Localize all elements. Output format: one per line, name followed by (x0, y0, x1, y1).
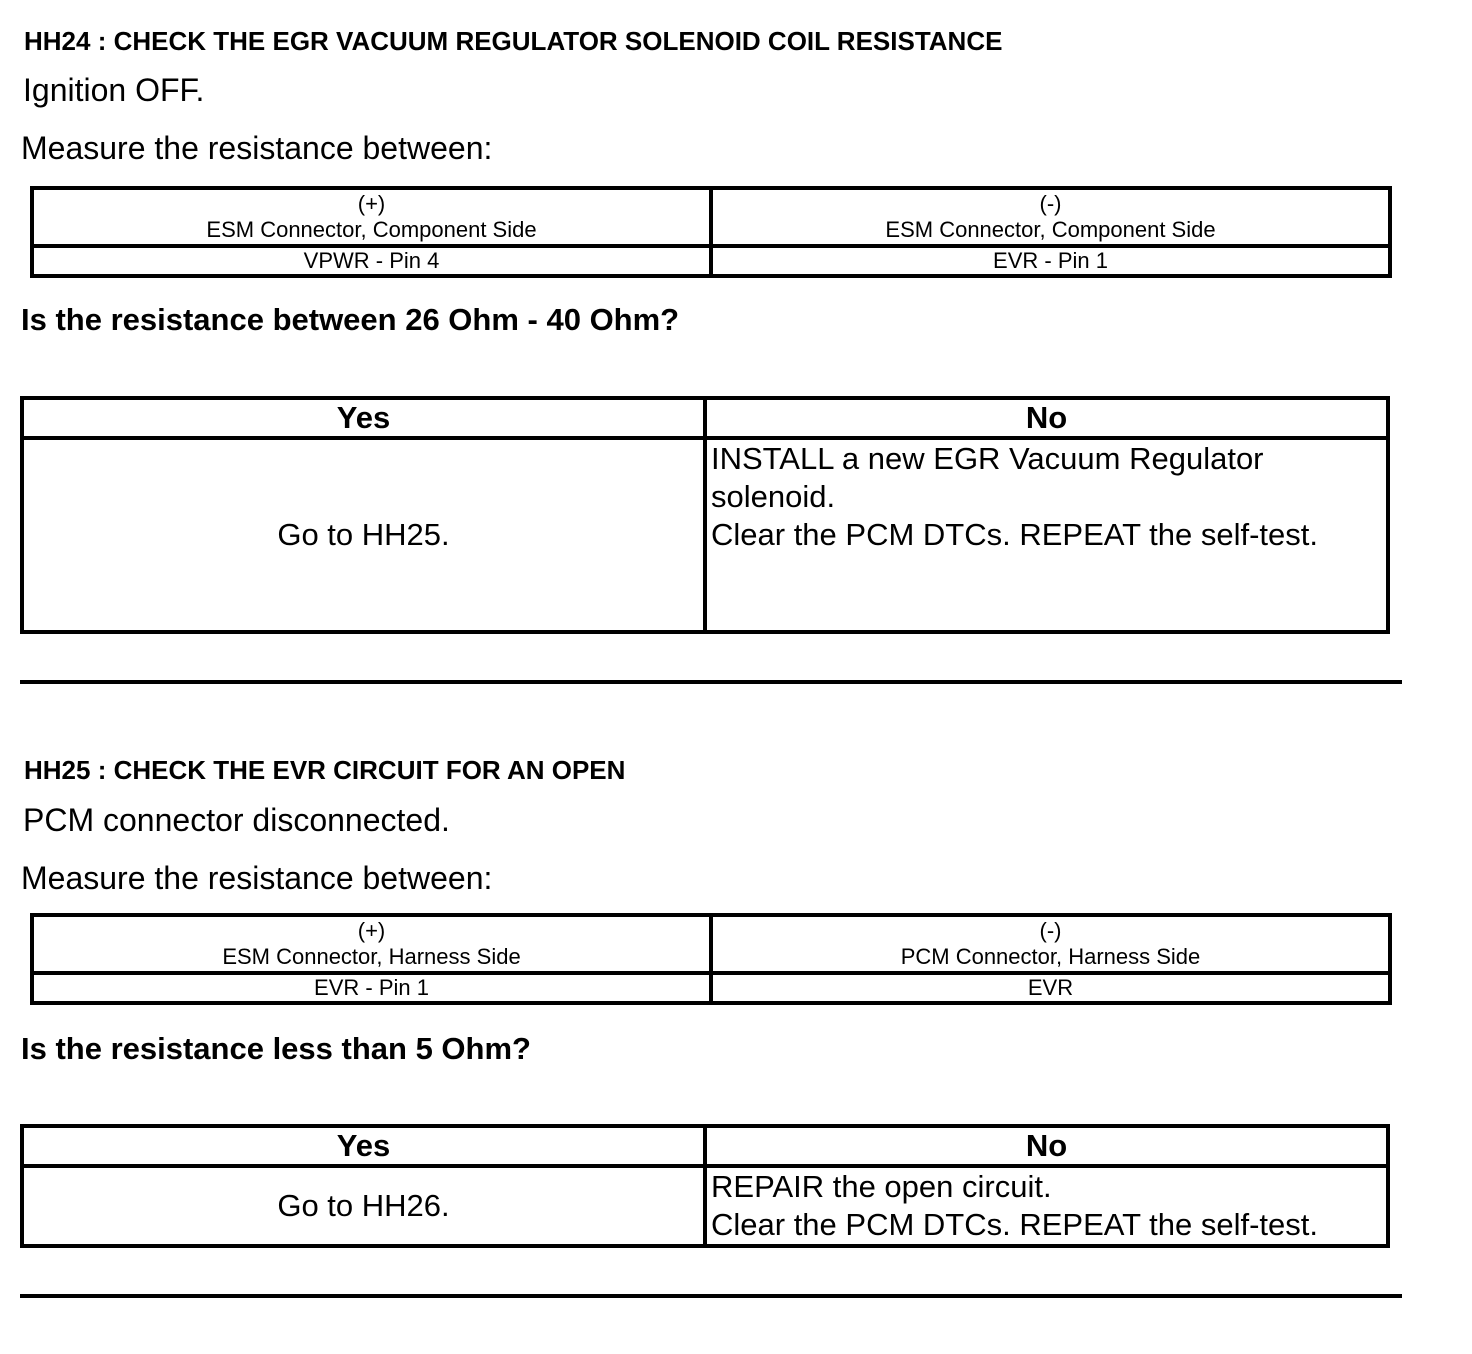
no-action-line: Clear the PCM DTCs. REPEAT the self-test. (711, 517, 1318, 552)
decision-table-hh25 (20, 1124, 1390, 1248)
no-action-line: REPAIR the open circuit. (711, 1169, 1052, 1204)
step-question-hh24: Is the resistance between 26 Ohm - 40 Ohm? (21, 302, 680, 337)
step-question-hh25: Is the resistance less than 5 Ohm? (21, 1031, 531, 1066)
plus-pin: VPWR - Pin 4 (32, 246, 711, 276)
decision-no-header: No (705, 398, 1388, 438)
step-condition-hh25: PCM connector disconnected. (23, 802, 450, 838)
no-action-line: Clear the PCM DTCs. REPEAT the self-test. (711, 1207, 1318, 1242)
plus-sign: (+) (357, 191, 386, 216)
measurement-minus-header (711, 188, 1390, 246)
minus-pin: EVR - Pin 1 (711, 246, 1390, 276)
minus-connector: ESM Connector, Component Side (885, 217, 1216, 242)
step-title-hh24: HH24 : CHECK THE EGR VACUUM REGULATOR SOLENOID COIL RESISTANCE (24, 26, 1003, 56)
measurement-plus-header (32, 188, 711, 246)
step-title-hh25: HH25 : CHECK THE EVR CIRCUIT FOR AN OPEN (24, 755, 626, 785)
plus-connector: ESM Connector, Harness Side (222, 944, 521, 969)
decision-no-action (705, 438, 1388, 632)
step-condition-hh24: Ignition OFF. (23, 72, 205, 108)
section-divider (20, 680, 1402, 684)
decision-table-hh24 (20, 396, 1390, 634)
minus-sign: (-) (1039, 191, 1062, 216)
plus-connector: ESM Connector, Component Side (206, 217, 537, 242)
no-action-line: INSTALL a new EGR Vacuum Regulator (711, 441, 1264, 476)
measurement-minus-header (711, 915, 1390, 973)
section-divider (20, 1294, 1402, 1298)
measurement-plus-header (32, 915, 711, 973)
plus-pin: EVR - Pin 1 (32, 973, 711, 1003)
step-instruction-hh25: Measure the resistance between: (21, 860, 493, 896)
decision-yes-header: Yes (22, 1126, 705, 1166)
measurement-table-hh24 (30, 186, 1392, 278)
decision-no-action (705, 1166, 1388, 1246)
decision-no-header: No (705, 1126, 1388, 1166)
decision-yes-action: Go to HH26. (22, 1166, 705, 1246)
decision-yes-header: Yes (22, 398, 705, 438)
measurement-table-hh25 (30, 913, 1392, 1005)
plus-sign: (+) (357, 918, 386, 943)
no-action-line: solenoid. (711, 479, 836, 514)
minus-pin: EVR (711, 973, 1390, 1003)
minus-connector: PCM Connector, Harness Side (900, 944, 1201, 969)
minus-sign: (-) (1039, 918, 1062, 943)
step-instruction-hh24: Measure the resistance between: (21, 130, 493, 166)
decision-yes-action: Go to HH25. (22, 438, 705, 632)
